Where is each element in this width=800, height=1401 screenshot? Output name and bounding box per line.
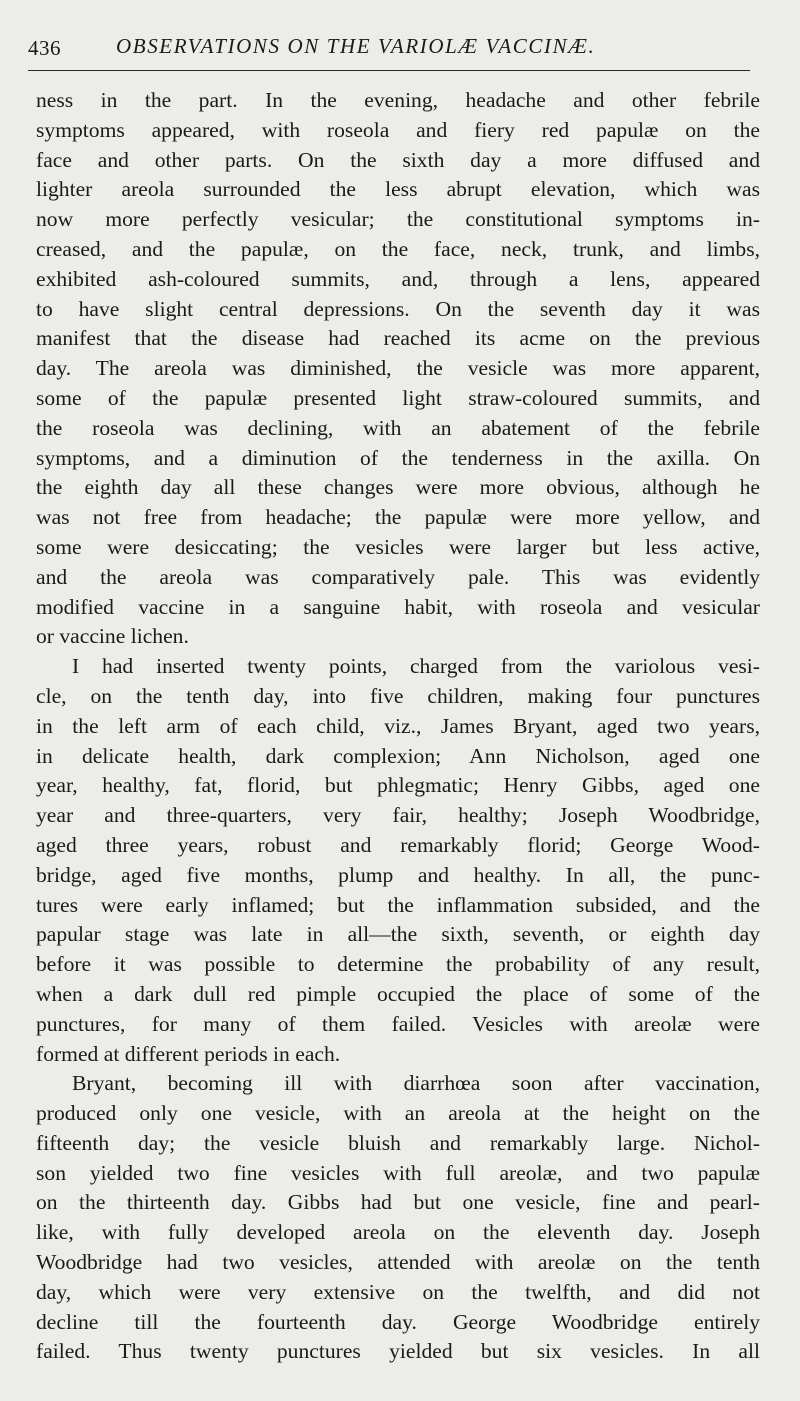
text-line: bridge, aged five months, plump and healthy. In all, the punc- xyxy=(36,862,760,887)
text-line: day. The areola was diminished, the vesicle was more apparent, xyxy=(36,356,760,381)
text-line: like, with fully developed areola on the eleventh day. Joseph xyxy=(36,1220,760,1245)
text-line: the roseola was declining, with an abatement of the febrile xyxy=(36,415,760,440)
body-text xyxy=(36,86,760,1367)
text-line: aged three years, robust and remarkably florid; George Wood- xyxy=(36,832,760,857)
text-line: before it was possible to determine the probability of any result, xyxy=(36,952,760,977)
text-line: some of the papulæ presented light straw-coloured summits, and xyxy=(36,385,760,410)
page-number: 436 xyxy=(28,36,61,60)
text-line: formed at different periods in each. xyxy=(36,1041,341,1066)
text-line: and the areola was comparatively pale. This was evidently xyxy=(36,564,760,589)
text-line: produced only one vesicle, with an areola at the height on the xyxy=(36,1101,760,1126)
text-line: day, which were very extensive on the twelfth, and did not xyxy=(36,1279,760,1304)
text-line: face and other parts. On the sixth day a more diffused and xyxy=(36,147,760,172)
text-line: lighter areola surrounded the less abrupt elevation, which was xyxy=(36,177,760,202)
text-line: year and three-quarters, very fair, healthy; Joseph Woodbridge, xyxy=(36,803,760,828)
text-line: symptoms appeared, with roseola and fiery red papulæ on the xyxy=(36,117,760,142)
text-line: in the left arm of each child, viz., James Bryant, aged two years, xyxy=(36,713,760,738)
text-line: son yielded two fine vesicles with full areolæ, and two papulæ xyxy=(36,1160,760,1185)
text-line: some were desiccating; the vesicles were larger but less active, xyxy=(36,534,760,559)
text-line: year, healthy, fat, florid, but phlegmatic; Henry Gibbs, aged one xyxy=(36,773,760,798)
paragraph-start-line: Bryant, becoming ill with diarrhœa soon after vaccination, xyxy=(72,1071,760,1096)
text-line: tures were early inflamed; but the inflammation subsided, and the xyxy=(36,892,760,917)
text-line: exhibited ash-coloured summits, and, through a lens, appeared xyxy=(36,266,760,291)
text-line: on the thirteenth day. Gibbs had but one vesicle, fine and pearl- xyxy=(36,1190,760,1215)
text-line: was not free from headache; the papulæ were more yellow, and xyxy=(36,505,760,530)
running-title: OBSERVATIONS ON THE VARIOLÆ VACCINÆ. xyxy=(116,34,596,58)
text-line: now more perfectly vesicular; the constitutional symptoms in- xyxy=(36,207,760,232)
header-rule xyxy=(28,70,750,71)
text-line: Woodbridge had two vesicles, attended with areolæ on the tenth xyxy=(36,1250,760,1275)
text-line: manifest that the disease had reached its acme on the previous xyxy=(36,326,760,351)
text-line: papular stage was late in all—the sixth, seventh, or eighth day xyxy=(36,922,760,947)
text-line: or vaccine lichen. xyxy=(36,624,189,649)
text-line: to have slight central depressions. On the seventh day it was xyxy=(36,296,760,321)
text-line: in delicate health, dark complexion; Ann Nicholson, aged one xyxy=(36,743,760,768)
text-line: symptoms, and a diminution of the tenderness in the axilla. On xyxy=(36,445,760,470)
page-header xyxy=(28,32,768,62)
text-line: ness in the part. In the evening, headache and other febrile xyxy=(36,88,760,112)
text-line: the eighth day all these changes were more obvious, although he xyxy=(36,475,760,500)
text-line: failed. Thus twenty punctures yielded but six vesicles. In all xyxy=(36,1339,760,1364)
text-line: punctures, for many of them failed. Vesicles with areolæ were xyxy=(36,1011,760,1036)
text-line: modified vaccine in a sanguine habit, with roseola and vesicular xyxy=(36,594,760,619)
text-line: decline till the fourteenth day. George Woodbridge entirely xyxy=(36,1309,760,1334)
text-line: creased, and the papulæ, on the face, neck, trunk, and limbs, xyxy=(36,236,760,261)
text-line: when a dark dull red pimple occupied the place of some of the xyxy=(36,981,760,1006)
text-line: cle, on the tenth day, into five children, making four punctures xyxy=(36,683,760,708)
paragraph-start-line: I had inserted twenty points, charged from the variolous vesi- xyxy=(72,654,760,679)
text-line: fifteenth day; the vesicle bluish and remarkably large. Nichol- xyxy=(36,1130,760,1155)
